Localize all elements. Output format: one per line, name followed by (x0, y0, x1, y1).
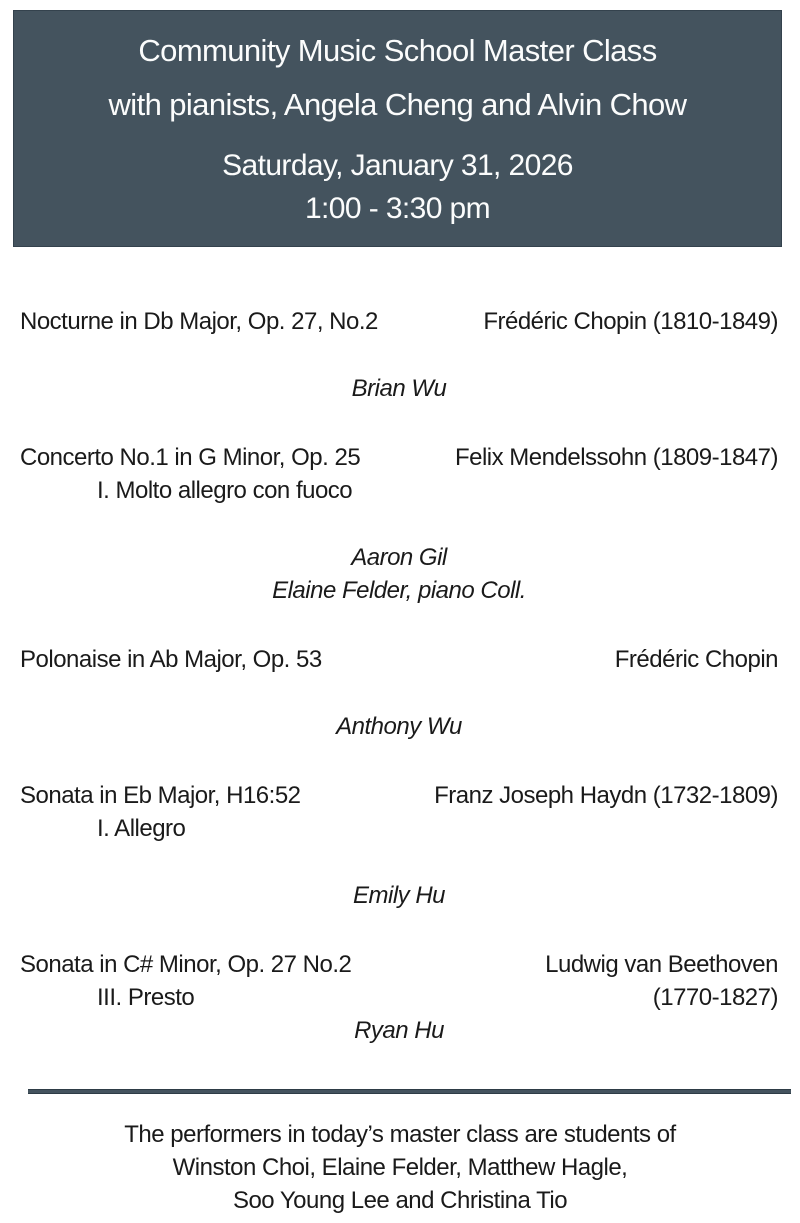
composer-dates: (1770-1827) (652, 984, 778, 1011)
movement-title: I. Allegro (97, 815, 186, 842)
piece-row (20, 779, 778, 845)
section-divider (28, 1089, 791, 1094)
performer-name: Ryan Hu (354, 1017, 444, 1044)
program-entry-2 (20, 441, 778, 607)
event-title-line1: Community Music School Master Class (138, 33, 657, 68)
composer-name: Felix Mendelssohn (1809-1847) (454, 444, 778, 471)
performer-name: Elaine Felder, piano Coll. (272, 577, 526, 604)
performers-block (20, 710, 778, 743)
footer-credit-line: Winston Choi, Elaine Felder, Matthew Hagle, (172, 1154, 628, 1181)
performers-block (20, 879, 778, 912)
movement-title: III. Presto (97, 984, 195, 1011)
performer-name: Anthony Wu (336, 713, 462, 740)
piece-title: Concerto No.1 in G Minor, Op. 25 (20, 444, 361, 471)
piece-title: Sonata in C# Minor, Op. 27 No.2 (20, 951, 352, 978)
performers-block (20, 541, 778, 607)
program-entry-1 (20, 305, 778, 405)
composer-name: Ludwig van Beethoven (545, 951, 778, 978)
performers-block (20, 1014, 778, 1047)
performer-name: Brian Wu (351, 375, 447, 402)
piece-row (20, 643, 778, 676)
piece-row (20, 441, 778, 507)
program-entry-3 (20, 643, 778, 743)
performer-name: Emily Hu (352, 882, 445, 909)
performers-block (20, 372, 778, 405)
piece-row (20, 305, 778, 338)
footer-credits (0, 1118, 800, 1217)
event-time: 1:00 - 3:30 pm (304, 192, 491, 225)
footer-credit-line: The performers in today’s master class are students of (124, 1121, 676, 1148)
event-datetime (14, 144, 781, 230)
program-entry-4 (20, 779, 778, 912)
event-date: Saturday, January 31, 2026 (222, 149, 573, 182)
footer-credit-line: Soo Young Lee and Christina Tio (232, 1187, 568, 1214)
performer-name: Aaron Gil (351, 544, 447, 571)
event-header-banner (13, 10, 782, 247)
composer-name: Franz Joseph Haydn (1732-1809) (434, 782, 778, 809)
composer-name: Frédéric Chopin (614, 646, 778, 673)
piece-row (20, 948, 778, 1014)
event-title-line2: with pianists, Angela Cheng and Alvin Chow (108, 87, 687, 122)
program-list (0, 305, 800, 1047)
composer-name: Frédéric Chopin (1810-1849) (483, 308, 778, 335)
program-entry-5 (20, 948, 778, 1047)
piece-title: Sonata in Eb Major, H16:52 (20, 782, 301, 809)
movement-title: I. Molto allegro con fuoco (97, 477, 353, 504)
piece-title: Nocturne in Db Major, Op. 27, No.2 (20, 308, 378, 335)
piece-title: Polonaise in Ab Major, Op. 53 (20, 646, 322, 673)
